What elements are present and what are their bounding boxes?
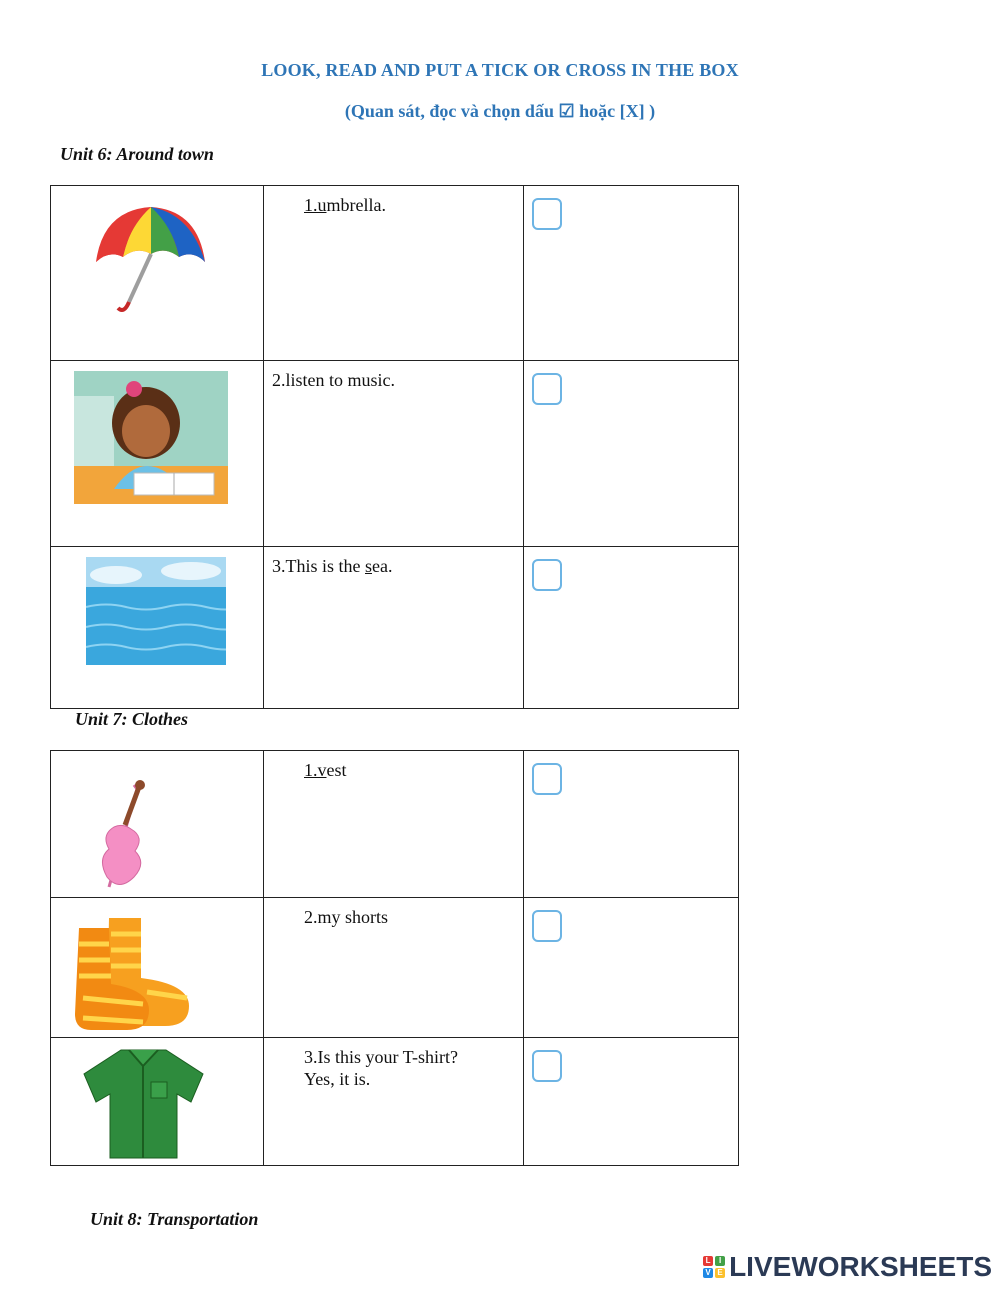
girl-reading-image	[74, 371, 228, 504]
socks-image	[69, 914, 194, 1032]
answer-checkbox[interactable]	[532, 763, 562, 795]
answer-checkbox[interactable]	[532, 373, 562, 405]
answer-cell	[524, 751, 739, 898]
unit-7-table	[50, 750, 739, 1166]
statement-text: 2.my shorts	[304, 907, 389, 927]
picture-cell	[51, 547, 264, 709]
answer-cell	[524, 186, 739, 361]
table-row	[51, 1038, 739, 1166]
answer-checkbox[interactable]	[532, 198, 562, 230]
table-row	[51, 751, 739, 898]
statement-text: 2.listen to music.	[272, 370, 395, 390]
statement-cell	[264, 547, 524, 709]
picture-cell	[51, 361, 264, 547]
statement-cell	[264, 186, 524, 361]
statement-cell	[264, 1038, 524, 1166]
picture-cell	[51, 751, 264, 898]
sea-image	[86, 557, 226, 665]
unit-8-heading: Unit 8: Transportation	[90, 1209, 259, 1229]
statement-text: 3.Is this your T-shirt? Yes, it is.	[304, 1047, 459, 1089]
answer-checkbox[interactable]	[532, 910, 562, 942]
brand-mark-icon: L I V E	[703, 1256, 725, 1278]
table-row	[51, 361, 739, 547]
answer-cell	[524, 898, 739, 1038]
statement-text: 3.This is the sea.	[272, 556, 393, 576]
brand-name: LIVEWORKSHEETS	[729, 1251, 992, 1282]
picture-cell	[51, 186, 264, 361]
worksheet-title: LOOK, READ AND PUT A TICK OR CROSS IN THE BOX	[261, 60, 739, 80]
violin-image	[79, 777, 169, 897]
shirt-image	[81, 1044, 206, 1162]
statement-text: 1.vest	[304, 760, 347, 780]
unit-6-heading: Unit 6: Around town	[60, 144, 214, 164]
table-row	[51, 898, 739, 1038]
worksheet-subtitle: (Quan sát, đọc và chọn dấu ☑ hoặc [X] )	[344, 101, 656, 121]
table-row	[51, 547, 739, 709]
liveworksheets-logo[interactable]	[703, 1251, 992, 1283]
statement-cell	[264, 361, 524, 547]
unit-6-table	[50, 185, 739, 709]
answer-checkbox[interactable]	[532, 559, 562, 591]
table-row	[51, 186, 739, 361]
unit-7-heading: Unit 7: Clothes	[75, 709, 189, 729]
statement-text: 1.umbrella.	[304, 195, 386, 215]
statement-cell	[264, 751, 524, 898]
statement-cell	[264, 898, 524, 1038]
umbrella-image	[93, 202, 208, 317]
picture-cell	[51, 898, 264, 1038]
picture-cell	[51, 1038, 264, 1166]
answer-cell	[524, 1038, 739, 1166]
answer-checkbox[interactable]	[532, 1050, 562, 1082]
answer-cell	[524, 547, 739, 709]
answer-cell	[524, 361, 739, 547]
